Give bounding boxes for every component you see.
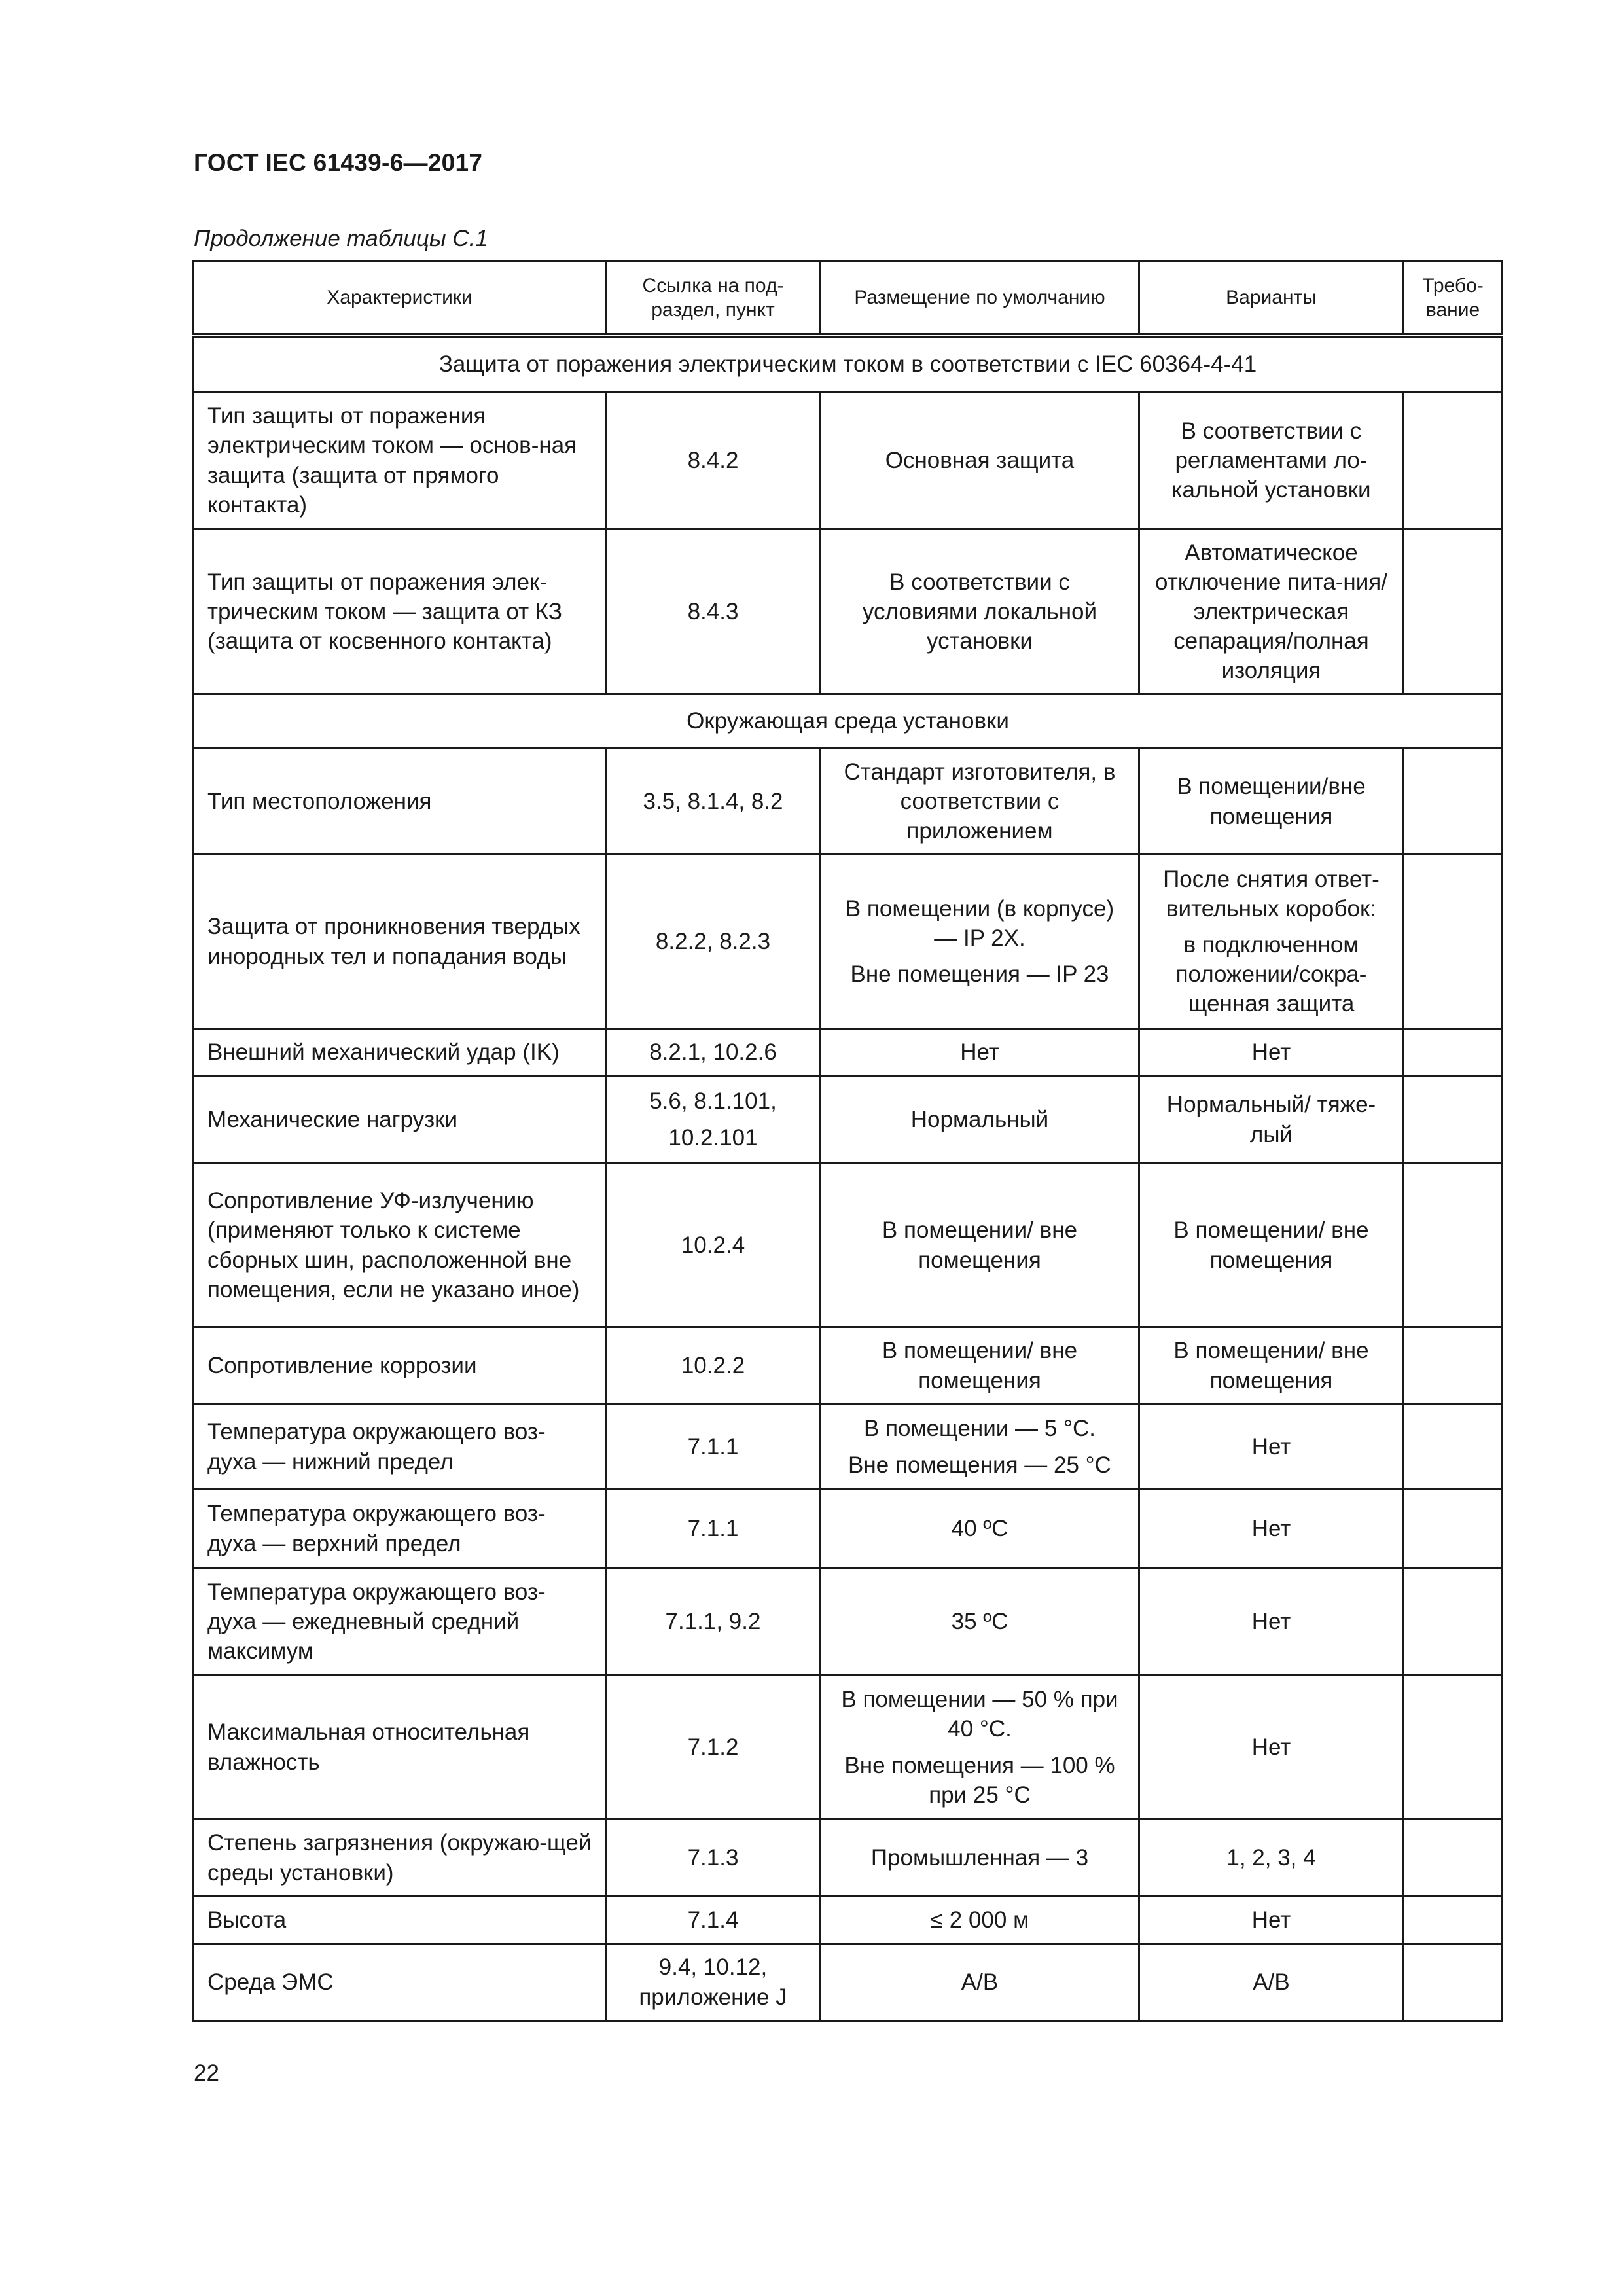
table-row [194, 855, 1503, 1029]
cell-characteristic: Механические нагрузки [194, 1076, 606, 1164]
cell-variants: В помещении/ вне помещения [1139, 1164, 1404, 1327]
cell-characteristic: Тип защиты от поражения электрическим током — основ-ная защита (защита от прямого контакта) [194, 392, 606, 529]
cell-default: Стандарт изготовителя, в соответствии с приложением [821, 749, 1139, 855]
cell-reference: 8.2.2, 8.2.3 [606, 855, 821, 1029]
cell-default-line: Вне помещения — 25 °C [848, 1452, 1111, 1478]
cell-characteristic: Сопротивление УФ-излучению (применяют только к системе сборных шин, расположенной вне помещения, если не указано иное) [194, 1164, 606, 1327]
cell-requirement [1404, 1568, 1503, 1676]
section-row [194, 694, 1503, 749]
cell-requirement [1404, 1405, 1503, 1490]
cell-variants: Нет [1139, 1029, 1404, 1076]
cell-requirement [1404, 1820, 1503, 1897]
cell-requirement [1404, 749, 1503, 855]
cell-characteristic: Среда ЭМС [194, 1944, 606, 2021]
cell-default: ≤ 2 000 м [821, 1897, 1139, 1944]
cell-reference: 3.5, 8.1.4, 8.2 [606, 749, 821, 855]
cell-requirement [1404, 1490, 1503, 1568]
cell-reference: 7.1.2 [606, 1676, 821, 1820]
cell-variants: Нет [1139, 1405, 1404, 1490]
cell-requirement [1404, 392, 1503, 529]
section-installation-environment: Окружающая среда установки [194, 694, 1503, 749]
cell-default: Нет [821, 1029, 1139, 1076]
section-row [194, 336, 1503, 392]
cell-requirement [1404, 855, 1503, 1029]
table-row [194, 1076, 1503, 1164]
cell-reference: 10.2.4 [606, 1164, 821, 1327]
cell-reference: 7.1.1 [606, 1490, 821, 1568]
cell-default-line: Вне помещения — IP 23 [850, 961, 1109, 988]
cell-reference [606, 1076, 821, 1164]
cell-requirement [1404, 1327, 1503, 1405]
characteristics-table [192, 260, 1503, 2022]
cell-characteristic: Защита от проникновения твердых инородных тел и попадания воды [194, 855, 606, 1029]
cell-characteristic: Степень загрязнения (окружаю-щей среды установки) [194, 1820, 606, 1897]
cell-reference: 7.1.3 [606, 1820, 821, 1897]
cell-characteristic: Внешний механический удар (IK) [194, 1029, 606, 1076]
cell-default: В помещении/ вне помещения [821, 1327, 1139, 1405]
cell-variants: Нет [1139, 1568, 1404, 1676]
cell-default-line: Вне помещения — 100 % при 25 °C [844, 1752, 1115, 1808]
table-row [194, 529, 1503, 694]
table-row [194, 392, 1503, 529]
cell-variants-line: в подключенном положении/сокра-щенная защита [1175, 931, 1367, 1017]
cell-variants: В помещении/ вне помещения [1139, 1327, 1404, 1405]
cell-reference: 8.2.1, 10.2.6 [606, 1029, 821, 1076]
cell-requirement [1404, 1164, 1503, 1327]
cell-default-line: В помещении (в корпусе) — IP 2X. [845, 895, 1115, 951]
table-header-row [194, 262, 1503, 336]
cell-reference: 9.4, 10.12, приложение J [606, 1944, 821, 2021]
cell-requirement [1404, 529, 1503, 694]
cell-default: A/B [821, 1944, 1139, 2021]
cell-characteristic: Тип защиты от поражения элек-трическим током — защита от КЗ (защита от косвенного контакта) [194, 529, 606, 694]
cell-variants: Автоматическое отключение пита-ния/электрическая сепарация/полная изоляция [1139, 529, 1404, 694]
page-number: 22 [194, 2060, 219, 2086]
cell-variants: 1, 2, 3, 4 [1139, 1820, 1404, 1897]
table-row [194, 1944, 1503, 2021]
cell-default-line: В помещении — 50 % при 40 °C. [841, 1687, 1118, 1742]
cell-requirement [1404, 1676, 1503, 1820]
cell-characteristic: Тип местоположения [194, 749, 606, 855]
cell-default: 40 ºC [821, 1490, 1139, 1568]
cell-default: Промышленная — 3 [821, 1820, 1139, 1897]
cell-default [821, 1676, 1139, 1820]
cell-requirement [1404, 1897, 1503, 1944]
cell-default: В помещении/ вне помещения [821, 1164, 1139, 1327]
col-header-requirement: Требо-вание [1404, 262, 1503, 336]
table-row [194, 1820, 1503, 1897]
cell-default-line: В помещении — 5 °C. [864, 1416, 1096, 1442]
cell-characteristic: Температура окружающего воз-духа — нижний предел [194, 1405, 606, 1490]
col-header-default: Размещение по умолчанию [821, 262, 1139, 336]
cell-variants: Нет [1139, 1676, 1404, 1820]
cell-default: Основная защита [821, 392, 1139, 529]
cell-reference: 10.2.2 [606, 1327, 821, 1405]
table-row [194, 1897, 1503, 1944]
cell-characteristic: Сопротивление коррозии [194, 1327, 606, 1405]
table-row [194, 1568, 1503, 1676]
col-header-reference: Ссылка на под-раздел, пункт [606, 262, 821, 336]
cell-characteristic: Максимальная относительная влажность [194, 1676, 606, 1820]
cell-variants: Нормальный/ тяже-лый [1139, 1076, 1404, 1164]
cell-variants [1139, 855, 1404, 1029]
cell-variants: Нет [1139, 1490, 1404, 1568]
cell-default [821, 855, 1139, 1029]
cell-characteristic: Высота [194, 1897, 606, 1944]
cell-reference: 8.4.3 [606, 529, 821, 694]
section-shock-protection: Защита от поражения электрическим током в соответствии с IEC 60364-4-41 [194, 336, 1503, 392]
col-header-variants: Варианты [1139, 262, 1404, 336]
cell-characteristic: Температура окружающего воз-духа — ежедневный средний максимум [194, 1568, 606, 1676]
col-header-characteristics: Характеристики [194, 262, 606, 336]
cell-variants-line: После снятия ответ-вительных коробок: [1163, 866, 1380, 922]
cell-reference: 8.4.2 [606, 392, 821, 529]
cell-variants: В соответствии с регламентами ло-кальной установки [1139, 392, 1404, 529]
table-row [194, 749, 1503, 855]
cell-reference-line: 10.2.101 [668, 1124, 758, 1151]
cell-default: 35 ºC [821, 1568, 1139, 1676]
cell-requirement [1404, 1029, 1503, 1076]
cell-reference-line: 5.6, 8.1.101, [649, 1088, 777, 1115]
cell-reference: 7.1.4 [606, 1897, 821, 1944]
cell-requirement [1404, 1076, 1503, 1164]
table-row [194, 1490, 1503, 1568]
cell-characteristic: Температура окружающего воз-духа — верхний предел [194, 1490, 606, 1568]
cell-default: В соответствии с условиями локальной установки [821, 529, 1139, 694]
cell-requirement [1404, 1944, 1503, 2021]
cell-variants: A/B [1139, 1944, 1404, 2021]
cell-variants: В помещении/вне помещения [1139, 749, 1404, 855]
cell-default: Нормальный [821, 1076, 1139, 1164]
table-row [194, 1029, 1503, 1076]
table-row [194, 1676, 1503, 1820]
document-header: ГОСТ IEC 61439-6—2017 [194, 149, 483, 176]
cell-reference: 7.1.1, 9.2 [606, 1568, 821, 1676]
table-row [194, 1405, 1503, 1490]
cell-variants: Нет [1139, 1897, 1404, 1944]
cell-default [821, 1405, 1139, 1490]
table-caption: Продолжение таблицы С.1 [194, 226, 488, 251]
table-row [194, 1164, 1503, 1327]
table-row [194, 1327, 1503, 1405]
cell-reference: 7.1.1 [606, 1405, 821, 1490]
